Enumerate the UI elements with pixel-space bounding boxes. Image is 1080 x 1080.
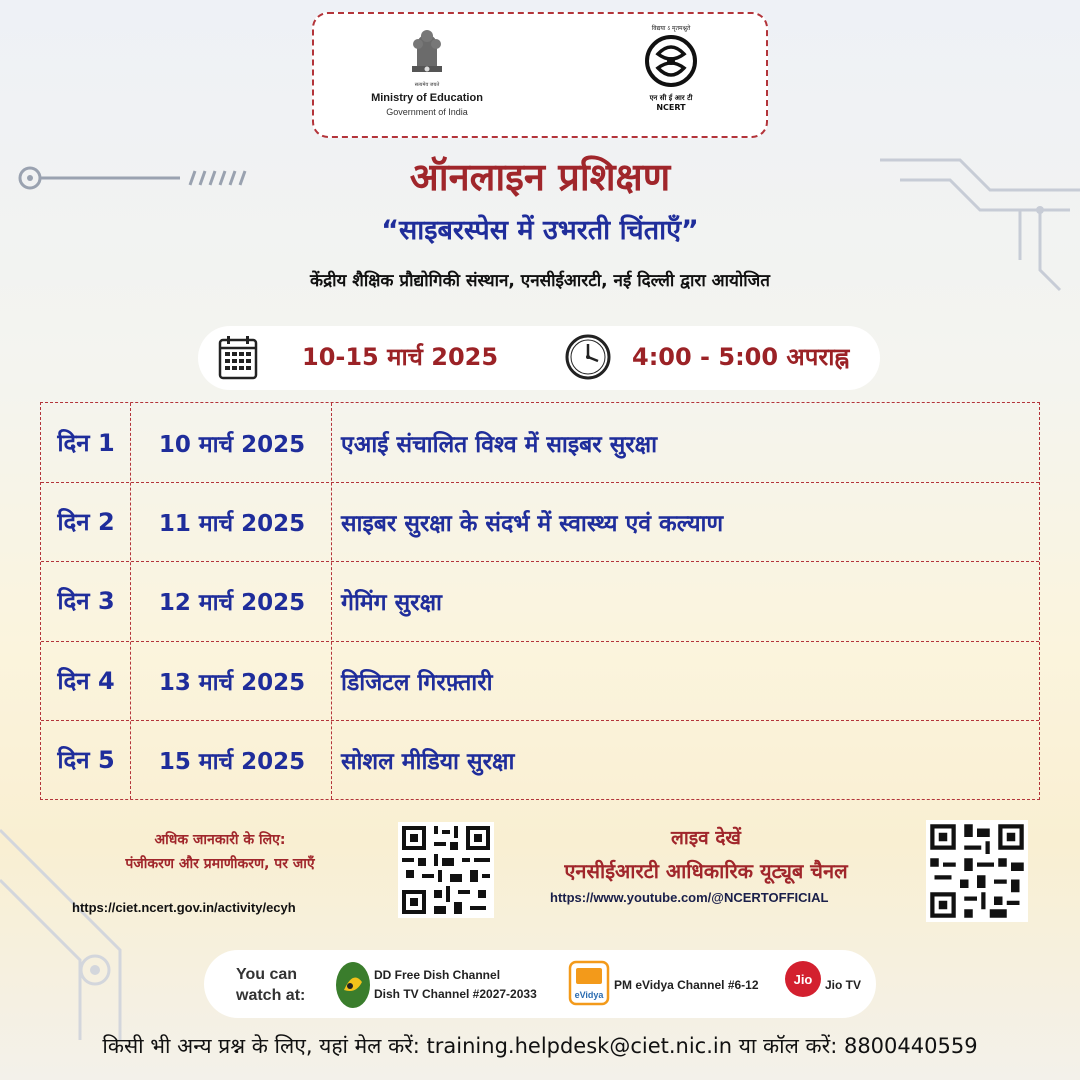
- live-watch-title: लाइव देखें: [671, 827, 741, 849]
- evidya-logo: [568, 960, 610, 1006]
- youtube-qr-code[interactable]: [926, 820, 1028, 922]
- session-topic: साइबर सुरक्षा के संदर्भ में स्वास्थ्य एवं कल्याण: [341, 510, 724, 537]
- dd-free-dish-icon: [334, 960, 372, 1010]
- session-date: 13 मार्च 2025: [158, 669, 306, 696]
- dd-channel-info: [374, 966, 537, 1004]
- calendar-icon: [218, 334, 258, 380]
- session-topic: सोशल मीडिया सुरक्षा: [341, 748, 515, 775]
- registration-qr-code[interactable]: [398, 822, 494, 918]
- youtube-link[interactable]: https://www.youtube.com/@NCERTOFFICIAL: [550, 890, 829, 905]
- session-day: दिन 4: [57, 667, 115, 695]
- table-row: [41, 641, 1039, 720]
- session-day: दिन 5: [57, 746, 115, 774]
- ncert-motto: विद्यया ऽ मृतमश्नुते: [651, 25, 691, 32]
- youtube-channel-label: एनसीईआरटी आधिकारिक यूट्यूब चैनल: [564, 859, 848, 883]
- dish-tv-channel: Dish TV Channel #2027-2033: [374, 987, 537, 1001]
- session-day: दिन 3: [57, 587, 115, 615]
- organiser-text: केंद्रीय शैक्षिक प्रौद्योगिकी संस्थान, एनसीईआरटी, नई दिल्ली द्वारा आयोजित: [310, 271, 770, 291]
- session-topic: डिजिटल गिरफ़्तारी: [341, 669, 493, 696]
- jio-logo-text: Jio: [793, 972, 813, 987]
- ncert-english-name: NCERT: [656, 103, 686, 112]
- registration-info: [70, 828, 370, 876]
- emblem-motto: सत्यमेव जयते: [414, 82, 440, 88]
- clock-icon: [564, 333, 612, 381]
- watch-at-label: [236, 964, 305, 1006]
- ministry-of-education-logo: [362, 26, 492, 117]
- session-date: 11 मार्च 2025: [158, 510, 306, 537]
- contact-info: किसी भी अन्य प्रश्न के लिए, यहां मेल करें: training.helpdesk@ciet.nic.in या कॉल करें: 8800440559: [102, 1034, 978, 1058]
- ministry-name: Ministry of Education: [371, 92, 483, 104]
- training-dates: 10-15 मार्च 2025: [302, 343, 499, 371]
- registration-link[interactable]: https://ciet.ncert.gov.in/activity/ecyh: [72, 900, 296, 915]
- evidya-logo-text: eVidya: [574, 990, 604, 1000]
- jio-tv-label: Jio TV: [825, 978, 862, 992]
- watch-label-line1: You can: [236, 966, 298, 983]
- ncert-emblem-icon: [644, 34, 698, 88]
- table-row: [41, 720, 1039, 799]
- watch-label-line2: watch at:: [236, 987, 306, 1004]
- dd-free-dish-channel: DD Free Dish Channel: [374, 968, 501, 982]
- table-row: [41, 403, 1039, 482]
- table-row: [41, 482, 1039, 561]
- session-schedule-table: [40, 402, 1040, 800]
- pm-evidya-channel: PM eVidya Channel #6-12: [614, 978, 759, 992]
- table-row: [41, 561, 1039, 640]
- session-date: 15 मार्च 2025: [158, 748, 306, 775]
- registration-label: पंजीकरण और प्रमाणीकरण, पर जाएँ: [125, 856, 315, 872]
- ministry-subtitle: Government of India: [386, 107, 468, 117]
- more-info-label: अधिक जानकारी के लिए:: [154, 832, 286, 848]
- session-date: 10 मार्च 2025: [158, 431, 306, 458]
- session-topic: एआई संचालित विश्व में साइबर सुरक्षा: [341, 431, 658, 458]
- ncert-hindi-name: एन सी ई आर टी: [649, 94, 693, 102]
- jio-logo: [784, 960, 822, 998]
- session-day: दिन 1: [57, 429, 115, 457]
- session-topic: गेमिंग सुरक्षा: [341, 589, 443, 616]
- training-subtitle: “साइबरस्पेस में उभरती चिंताएँ”: [381, 215, 699, 246]
- national-emblem-icon: [407, 26, 447, 78]
- session-day: दिन 2: [57, 508, 115, 536]
- session-date: 12 मार्च 2025: [158, 589, 306, 616]
- page-title: ऑनलाइन प्रशिक्षण: [409, 155, 671, 199]
- training-time: 4:00 - 5:00 अपराह्न: [632, 343, 850, 371]
- ncert-logo: [630, 24, 712, 112]
